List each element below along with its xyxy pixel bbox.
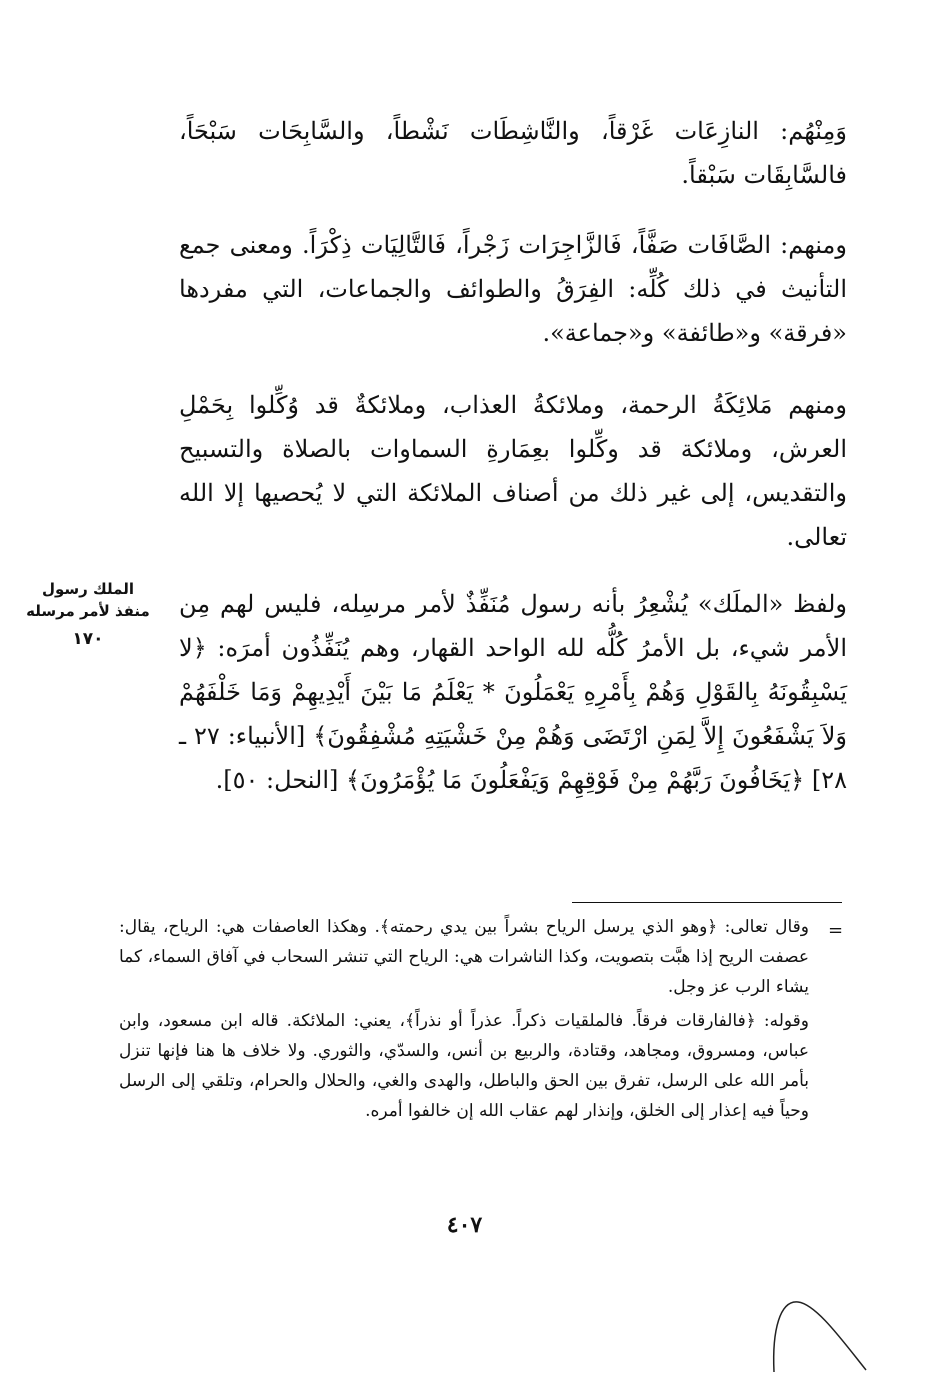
paragraph-2: ومنهم: الصَّافَات صَفَّاً، فَالزَّاجِرَات زَجْراً، فَالتَّالِيَات ذِكْرَاً. ومعنى جمع التأنيث في ذلك كُلِّه: الفِرَقُ والطوائف والجماعات، التي مفردها «فرقة» و«طائفة» و«جماعة». bbox=[179, 231, 847, 347]
footnotes bbox=[119, 912, 809, 1130]
paragraph-1: وَمِنْهُم: النازِعَات غَرْقاً، والنَّاشِطَات نَشْطاً، والسَّابِحَات سَبْحَاً، فالسَّابِقَات سَبْقاً. bbox=[179, 117, 847, 189]
footnote-continuation-marker: = bbox=[828, 920, 844, 941]
margin-note-number: ١٧٠ bbox=[72, 629, 104, 649]
footnote-2: وقوله: ﴿فالفارقات فرقاً. فالملقيات ذكراً. عذراً أو نذراً﴾، يعني: الملائكة. قاله ابن مسعود، وابن عباس، ومسروق، ومجاهد، وقتادة، والربيع بن أنس، والسدّي، والثوري. ولا خلاف ها هنا فإنها تنزل بأمر الله على الرسل، تفرق بين الحق والباطل، والهدى والغي، والحلال والحرام، وتلقي إلى الرسل وحياً فيه إعذار إلى الخلق، وإنذار لهم عقاب الله إن خالفوا أمره. bbox=[119, 1011, 809, 1121]
page-curl-mark bbox=[770, 1290, 870, 1374]
paragraph-3: ومنهم مَلائِكَةُ الرحمة، وملائكةُ العذاب، وملائكةٌ قد وُكِّلوا بِحَمْلِ العرش، وملائكة قد وكِّلوا بعِمَارةِ السماوات بالصلاة والتسبيح والتقديس، إلى غير ذلك من أصناف الملائكة التي لا يُحصيها إلا الله تعالى. bbox=[179, 391, 847, 551]
footnote-divider bbox=[572, 902, 842, 903]
paragraph-4: ولفظ «الملَك» يُشْعِرُ بأنه رسول مُنَفِّذٌ لأمر مرسِله، فليس لهم مِن الأمر شيء، بل الأمرُ كُلُّه لله الواحد القهار، وهم يُنَفِّذُون أمرَه: ﴿لا يَسْبِقُونَهُ بِالقَوْلِ وَهُمْ بِأَمْرِهِ يَعْمَلُونَ * يَعْلَمُ مَا بَيْنَ أَيْدِيهِمْ وَمَا خَلْفَهُمْ وَلاَ يَشْفَعُونَ إِلاَّ لِمَنِ ارْتَضَى وَهُمْ مِنْ خَشْيَتِهِ مُشْفِقُونَ﴾ [الأنبياء: ٢٧ ـ ٢٨] ﴿يَخَافُونَ رَبَّهُمْ مِنْ فَوْقِهِمْ وَيَفْعَلُونَ مَا يُؤْمَرُونَ﴾ [النحل: ٥٠]. bbox=[179, 590, 848, 794]
page-number: ٤٠٧ bbox=[446, 1212, 483, 1238]
margin-note-text: الملك رسول منفذ لأمر مرسله bbox=[26, 580, 150, 620]
margin-note bbox=[22, 578, 154, 650]
footnote-1: وقال تعالى: ﴿وهو الذي يرسل الرياح بشراً بين يدي رحمته﴾. وهكذا العاصفات هي: الرياح، يقال: عصفت الريح إذا هبَّت بتصويت، وكذا الناشرات هي: الرياح التي تنشر السحاب في آفاق السماء، كما يشاء الرب عز وجل. bbox=[119, 917, 809, 997]
